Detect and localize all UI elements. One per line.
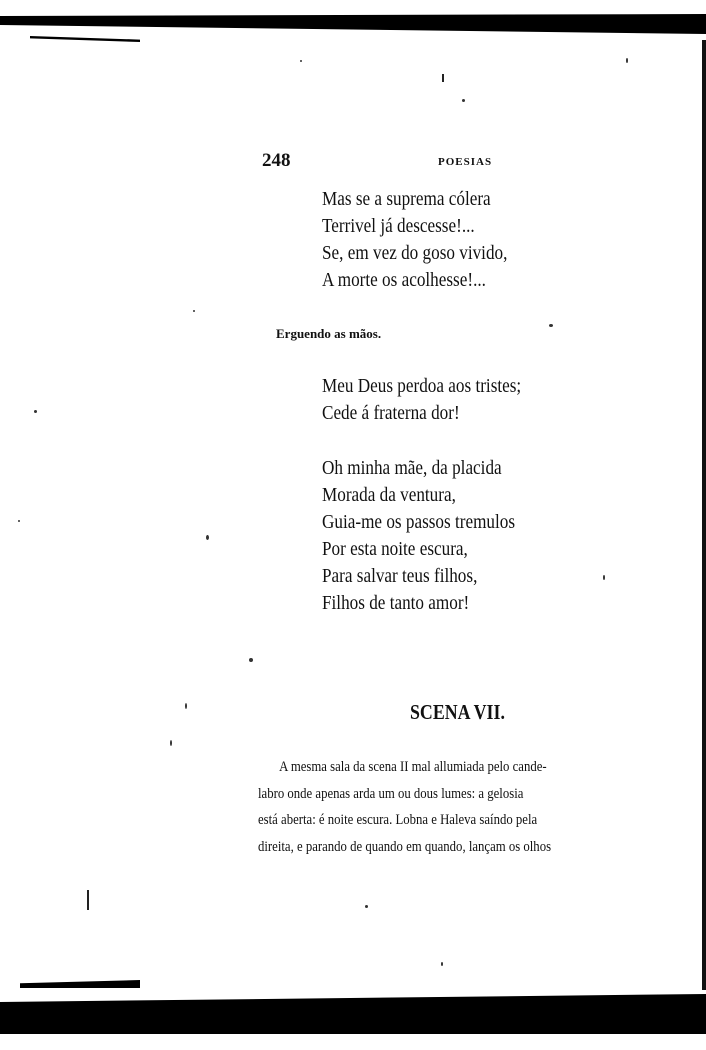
verse-line: Cede á fraterna dor! <box>322 403 460 424</box>
speck <box>300 60 302 62</box>
speck <box>462 99 465 102</box>
scene-description <box>258 754 663 860</box>
speck <box>34 410 37 413</box>
verse-stanza-1 <box>322 186 507 294</box>
verse-line: Se, em vez do goso vivido, <box>322 243 508 264</box>
speck <box>170 740 172 746</box>
speck <box>18 520 20 522</box>
verse-line: Filhos de tanto amor! <box>322 593 470 614</box>
speck <box>549 324 553 327</box>
verse-line: Por esta noite escura, <box>322 539 468 560</box>
speck <box>193 310 195 312</box>
verse-line: Terrivel já descesse!... <box>322 216 475 237</box>
page-number: 248 <box>262 150 291 171</box>
speck <box>206 535 209 540</box>
verse-line: Oh minha mãe, da placida <box>322 458 502 479</box>
verse-line: Meu Deus perdoa aos tristes; <box>322 376 522 397</box>
scan-border-top <box>0 14 706 34</box>
speck <box>185 703 187 709</box>
verse-line: Mas se a suprema cólera <box>322 189 491 210</box>
speck <box>442 74 444 82</box>
verse-stanza-2 <box>322 373 521 427</box>
scan-border-bottom <box>0 994 706 1034</box>
prose-line: labro onde apenas arda um ou dous lumes: a gelosia <box>258 785 524 802</box>
verse-stanza-3 <box>322 455 515 617</box>
scan-border-bottom-streak <box>20 980 140 988</box>
stage-direction: Erguendo as mãos. <box>276 326 382 341</box>
speck <box>249 658 253 662</box>
prose-line: A mesma sala da scena II mal allumiada pelo cande- <box>279 759 547 775</box>
speck <box>441 962 443 966</box>
speck <box>603 575 605 580</box>
prose-line: está aberta: é noite escura. Lobna e Haleva saíndo pela <box>258 812 538 828</box>
verse-line: Guia-me os passos tremulos <box>322 512 516 533</box>
scene-title: SCENA VII. <box>410 700 505 724</box>
verse-line: Morada da ventura, <box>322 485 456 506</box>
prose-line: direita, e parando de quando em quando, lançam os olhos <box>258 838 552 855</box>
scan-border-top-streak <box>30 36 140 42</box>
running-head: POESIAS <box>438 156 493 168</box>
verse-line: Para salvar teus filhos, <box>322 566 478 587</box>
speck <box>87 890 89 910</box>
verse-line: A morte os acolhesse!... <box>322 270 486 291</box>
scan-border-right <box>702 40 706 990</box>
speck <box>626 58 628 63</box>
speck <box>365 905 368 908</box>
